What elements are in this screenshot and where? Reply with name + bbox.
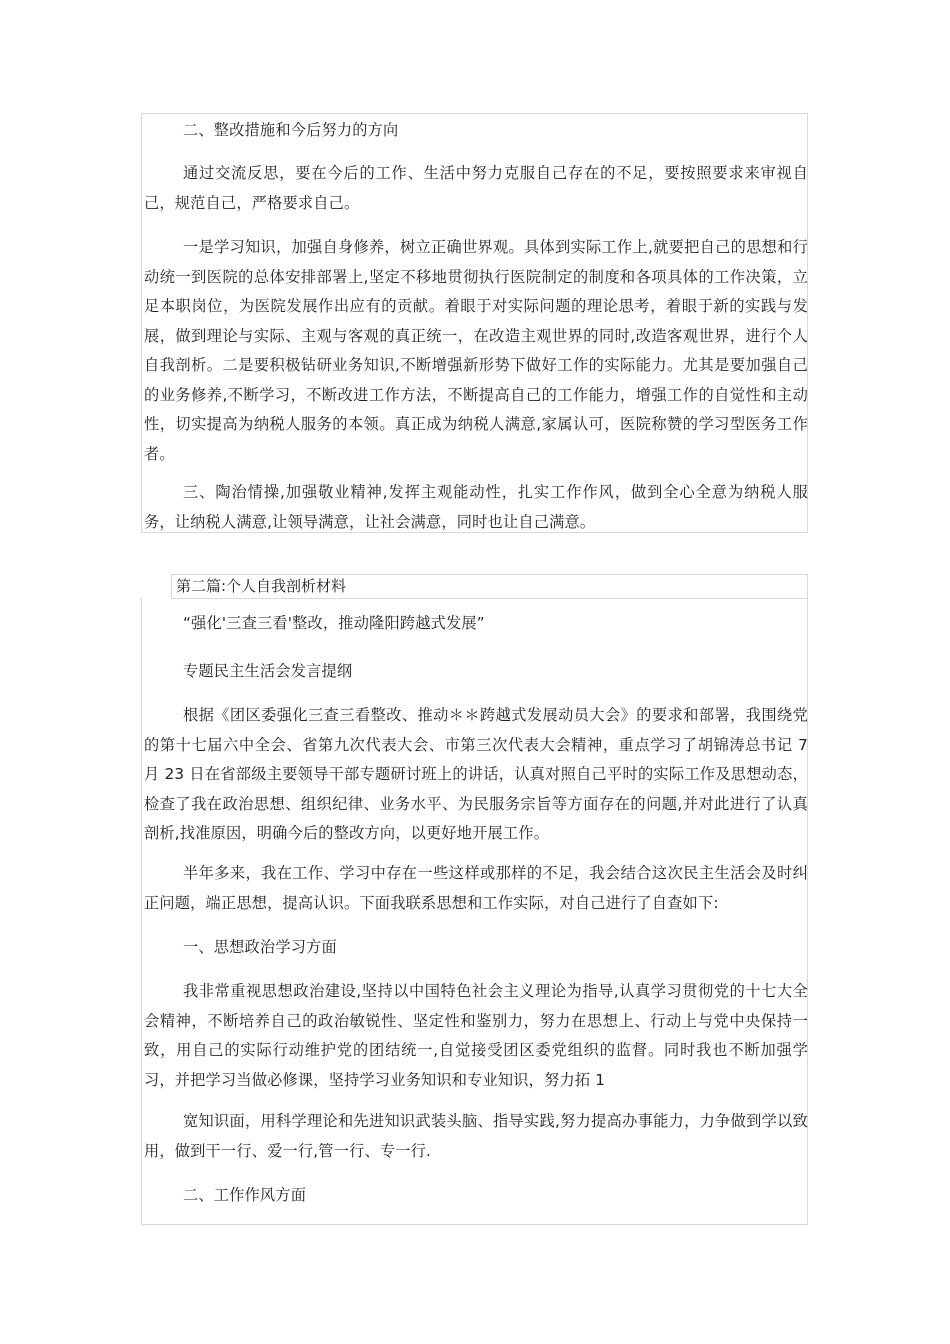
paragraph-ideological-building: 我非常重视思想政治建设,坚持以中国特色社会主义理论为指导,认真学习贯彻党的十七大全会精神，不断培养自己的政治敏锐性、坚定性和鉴别力，努力在思想上、行动上与党中央保持一致，用自己的实际行动维护党的团结统一,自觉接受团区委党组织的监督。同时我也不断加强学习，并把学习当做必修课，坚持学习业务知识和专业知识，努力拓 1: [144, 982, 808, 1089]
paragraph-reflection: 通过交流反思，要在今后的工作、生活中努力克服自己存在的不足，要按照要求来审视自己，规范自己，严格要求自己。: [144, 164, 808, 212]
heading-ideological-study: 一、思想政治学习方面: [183, 938, 337, 956]
heading-rectification-measures: 二、整改措施和今后努力的方向: [183, 121, 399, 139]
paragraph-half-year: 半年多来，我在工作、学习中存在一些这样或那样的不足，我会结合这次民主生活会及时纠正问题，端正思想，提高认识。下面我联系思想和工作实际，对自己进行了自查如下:: [144, 864, 808, 912]
section-title-part2: 第二篇:个人自我剖析材料: [171, 574, 808, 599]
speech-title: “强化'三查三看'整改，推动隆阳跨越式发展”: [183, 614, 485, 632]
speech-subtitle: 专题民主生活会发言提纲: [183, 662, 353, 680]
paragraph-cultivate-sentiment: 三、陶治情操,加强敬业精神,发挥主观能动性，扎实工作作风，做到全心全意为纳税人服务，让纳税人满意,让领导满意，让社会满意，同时也让自己满意。: [144, 483, 808, 531]
paragraph-according-to: 根据《团区委强化三查三看整改、推动＊＊跨越式发展动员大会》的要求和部署，我围绕党的第十七届六中全会、省第九次代表大会、市第三次代表大会精神，重点学习了胡锦涛总书记 7 月 23 日在省部级主要领导干部专题研讨班上的讲话，认真对照自己平时的实际工作及思想动态，检查了我在政治思想、组织纪律、业务水平、为民服务宗旨等方面存在的问题,并对此进行了认真剖析,找准原因，明确今后的整改方向，以更好地开展工作。: [144, 706, 808, 842]
heading-work-style: 二、工作作风方面: [183, 1186, 307, 1204]
paragraph-broaden-knowledge: 宽知识面，用科学理论和先进知识武装头脑、指导实践,努力提高办事能力，力争做到学以致用，做到干一行、爱一行,管一行、专一行.: [144, 1112, 808, 1160]
paragraph-study-knowledge: 一是学习知识，加强自身修养，树立正确世界观。具体到实际工作上,就要把自己的思想和行动统一到医院的总体安排部署上,坚定不移地贯彻执行医院制定的制度和各项具体的工作决策，立足本职岗位，为医院发展作出应有的贡献。着眼于对实际问题的理论思考，着眼于新的实践与发展，做到理论与实际、主观与客观的真正统一，在改造主观世界的同时,改造客观世界，进行个人自我剖析。二是要积极钻研业务知识,不断增强新形势下做好工作的实际能力。尤其是要加强自己的业务修养,不断学习，不断改进工作方法，不断提高自己的工作能力，增强工作的自觉性和主动性，切实提高为纳税人服务的本领。真正成为纳税人满意,家属认可，医院称赞的学习型医务工作者。: [144, 238, 808, 463]
